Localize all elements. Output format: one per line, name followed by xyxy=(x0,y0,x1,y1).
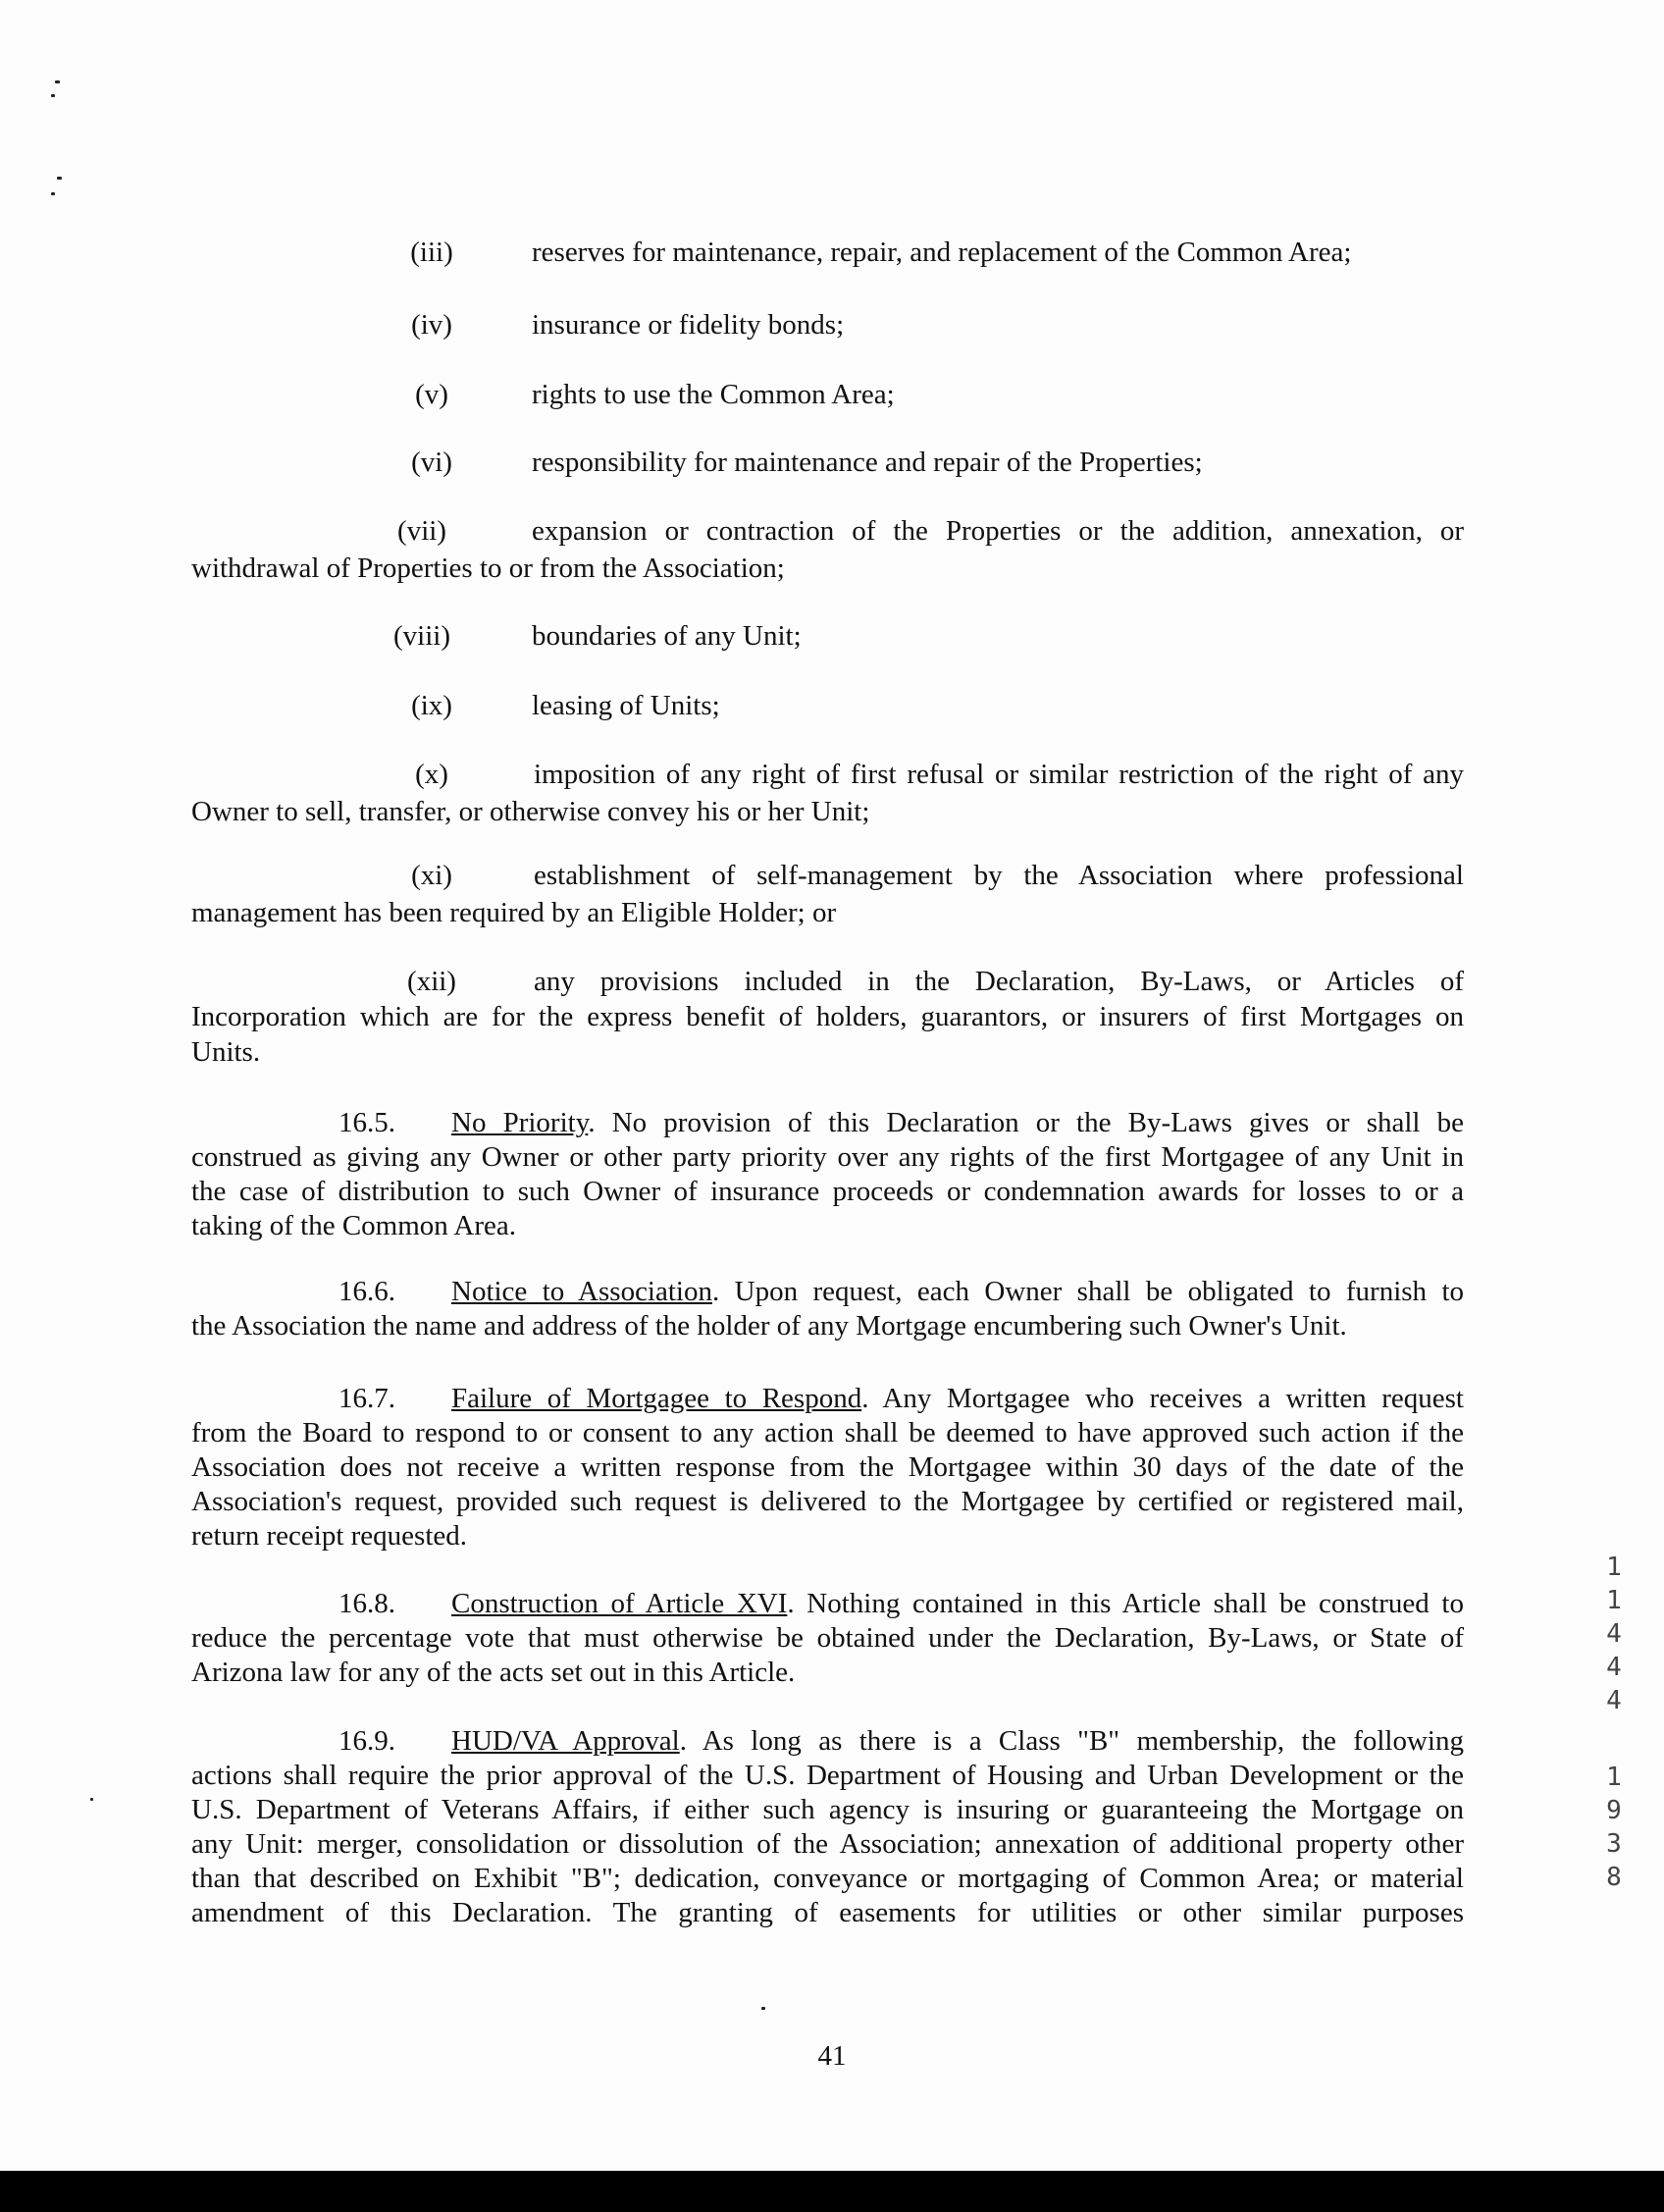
section-line: the case of distribution to such Owner of insurance proceeds or condemnation awards for losses to or a xyxy=(191,1176,1464,1207)
scan-speck xyxy=(51,192,55,195)
section-line: any Unit: merger, consolidation or dissolution of the Association; annexation of additional property other xyxy=(191,1828,1464,1860)
list-item-number: (vii) xyxy=(397,515,446,547)
list-item-number: (vi) xyxy=(411,447,452,478)
section-line: amendment of this Declaration. The granting of easements for utilities or other similar purposes xyxy=(191,1897,1464,1928)
section-16-8 xyxy=(191,1587,1464,1690)
section-first-line xyxy=(191,1724,1464,1759)
stamp-digit: 4 xyxy=(1606,1619,1622,1649)
stamp-digit: 1 xyxy=(1606,1763,1622,1792)
scan-speck xyxy=(57,177,62,180)
section-title: Notice to Association xyxy=(451,1276,712,1307)
section-16-9 xyxy=(191,1724,1464,1930)
section-number: 16.9. xyxy=(338,1725,395,1757)
section-number: 16.6. xyxy=(338,1276,395,1307)
section-first-line xyxy=(191,1587,1464,1621)
list-item-text: expansion or contraction of the Properties or the addition, annexation, or xyxy=(532,515,1464,547)
page-number: 41 xyxy=(817,2040,847,2072)
list-item-text-continued: Owner to sell, transfer, or otherwise convey his or her Unit; xyxy=(191,796,870,827)
section-16-7 xyxy=(191,1382,1464,1554)
section-line: actions shall require the prior approval of the U.S. Department of Housing and Urban Development or the xyxy=(191,1760,1464,1791)
section-line: the Association the name and address of the holder of any Mortgage encumbering such Owner's Unit. xyxy=(191,1310,1347,1342)
scan-border xyxy=(0,2171,1664,2212)
list-item-text-continued: Incorporation which are for the express benefit of holders, guarantors, or insurers of first Mortgages on xyxy=(191,1001,1464,1032)
section-title: Failure of Mortgagee to Respond xyxy=(451,1383,862,1414)
stamp-digit: 1 xyxy=(1606,1586,1622,1615)
section-line: from the Board to respond to or consent to any action shall be deemed to have approved such action if the xyxy=(191,1417,1464,1448)
list-item-text: imposition of any right of first refusal or similar restriction of the right of any xyxy=(534,759,1464,790)
section-line: construed as giving any Owner or other party priority over any rights of the first Mortgagee of any Unit in xyxy=(191,1141,1464,1173)
list-item-text: boundaries of any Unit; xyxy=(532,620,802,652)
margin-stamp xyxy=(1603,1551,1625,1894)
section-first-line xyxy=(191,1382,1464,1416)
list-item-number: (ix) xyxy=(411,690,452,721)
list-item-number: (iv) xyxy=(411,309,452,341)
section-line: Arizona law for any of the acts set out in this Article. xyxy=(191,1657,796,1688)
list-item-number: (iii) xyxy=(410,237,453,268)
stamp-digit: 1 xyxy=(1606,1553,1622,1582)
section-text: . Any Mortgagee who receives a written request xyxy=(861,1383,1464,1414)
list-item-text: leasing of Units; xyxy=(532,690,720,721)
section-text: . Upon request, each Owner shall be obligated to furnish to xyxy=(711,1276,1465,1307)
section-16-5 xyxy=(191,1106,1464,1243)
list-item-text-continued: Units. xyxy=(191,1036,261,1068)
section-number: 16.8. xyxy=(338,1588,395,1619)
list-item-number: (xii) xyxy=(407,966,456,997)
section-line: Association does not receive a written response from the Mortgagee within 30 days of the date of the xyxy=(191,1451,1464,1483)
section-line: Association's request, provided such request is delivered to the Mortgagee by certified or registered mail, xyxy=(191,1486,1464,1517)
section-title: No Priority xyxy=(451,1107,589,1138)
stamp-digit: 9 xyxy=(1606,1796,1622,1825)
list-item-text-continued: management has been required by an Eligible Holder; or xyxy=(191,897,837,928)
section-number: 16.5. xyxy=(338,1107,395,1138)
list-item-number: (viii) xyxy=(393,620,450,652)
section-line: than that described on Exhibit "B"; dedication, conveyance or mortgaging of Common Area; or material xyxy=(191,1863,1464,1894)
list-item-text: insurance or fidelity bonds; xyxy=(532,309,845,341)
list-item-text: establishment of self-management by the Association where professional xyxy=(534,860,1464,891)
section-title: Construction of Article XVI xyxy=(451,1588,788,1619)
section-text: . As long as there is a Class "B" membership, the following xyxy=(679,1725,1464,1757)
scan-speck xyxy=(51,94,55,97)
section-title: HUD/VA Approval xyxy=(451,1725,680,1757)
stamp-digit: 3 xyxy=(1606,1829,1622,1859)
list-item-number: (x) xyxy=(415,759,448,790)
stamp-digit: 4 xyxy=(1606,1653,1622,1682)
section-line: reduce the percentage vote that must otherwise be obtained under the Declaration, By-Laws, or State of xyxy=(191,1622,1464,1654)
section-line: U.S. Department of Veterans Affairs, if either such agency is insuring or guaranteeing the Mortgage on xyxy=(191,1794,1464,1825)
section-line: taking of the Common Area. xyxy=(191,1210,517,1241)
list-item-text: reserves for maintenance, repair, and replacement of the Common Area; xyxy=(532,237,1352,268)
list-item-text-continued: withdrawal of Properties to or from the Association; xyxy=(191,553,785,584)
stamp-digit: 4 xyxy=(1606,1686,1622,1715)
list-item-number: (v) xyxy=(415,379,448,410)
scan-speck xyxy=(90,1798,93,1801)
list-item-text: responsibility for maintenance and repair of the Properties; xyxy=(532,447,1203,478)
list-item-text: rights to use the Common Area; xyxy=(532,379,895,410)
list-item-number: (xi) xyxy=(411,860,452,891)
section-line: return receipt requested. xyxy=(191,1520,467,1552)
section-number: 16.7. xyxy=(338,1383,395,1414)
section-first-line xyxy=(191,1275,1464,1309)
section-16-6 xyxy=(191,1275,1464,1343)
scan-speck xyxy=(55,80,60,83)
section-first-line xyxy=(191,1106,1464,1140)
scan-speck xyxy=(761,2007,765,2010)
stamp-digit: 8 xyxy=(1606,1863,1622,1892)
section-text: . No provision of this Declaration or the By-Laws gives or shall be xyxy=(588,1107,1464,1138)
section-text: . Nothing contained in this Article shall be construed to xyxy=(787,1588,1464,1619)
list-item-text: any provisions included in the Declaration, By-Laws, or Articles of xyxy=(534,966,1464,997)
